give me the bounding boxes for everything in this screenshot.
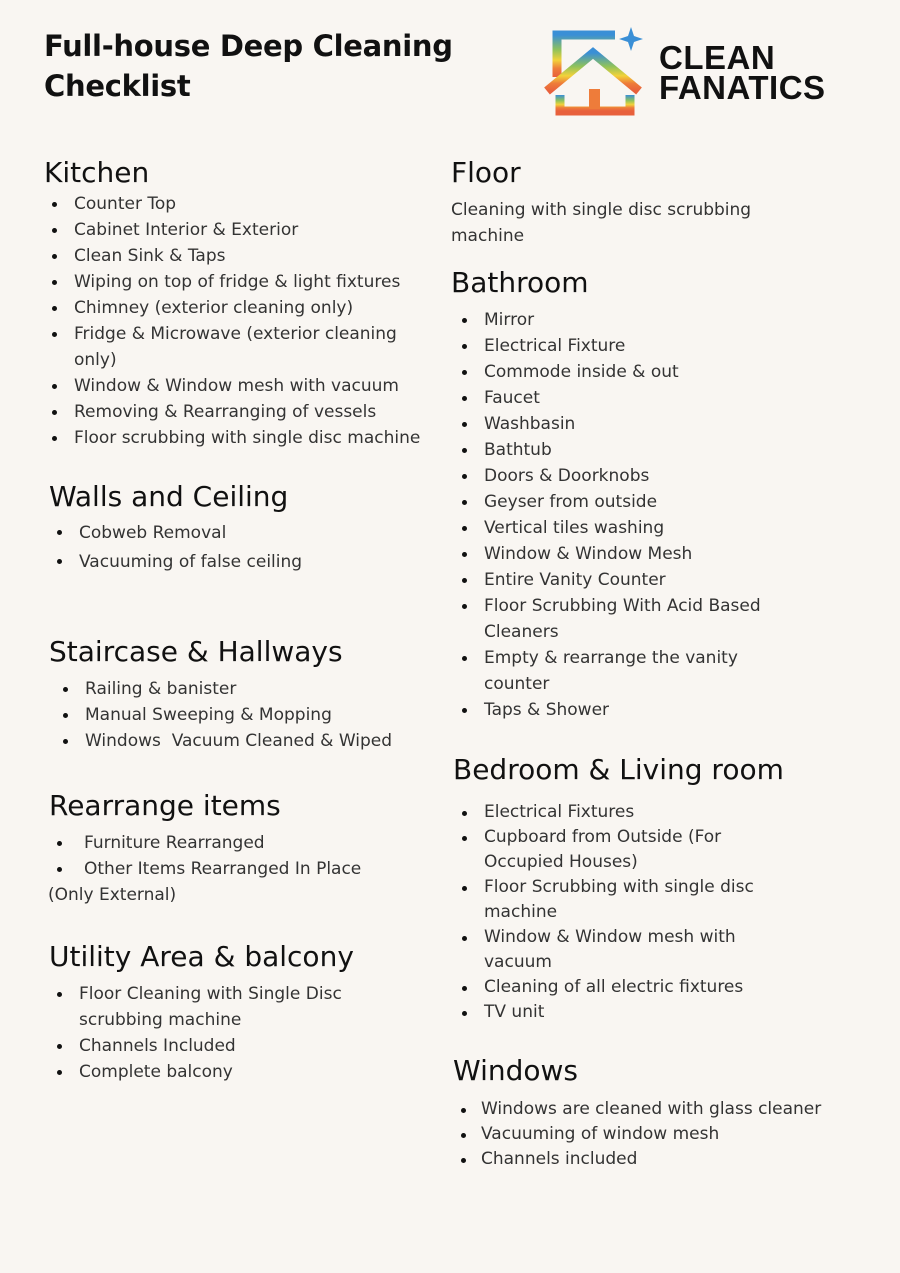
list-item: Floor Cleaning with Single Disc scrubbing machine [49,981,349,1033]
list-item: Bathtub [454,437,781,463]
list-item: TV unit [454,1000,813,1025]
list-item: Doors & Doorknobs [454,463,781,489]
list-item: Washbasin [454,411,781,437]
section-heading: Staircase & Hallways [49,635,343,668]
list-item: Vacuuming of window mesh [453,1122,833,1147]
title-line-2: Checklist [44,69,191,103]
checklist [49,519,429,577]
section-kitchen [44,155,434,451]
list-item: Removing & Rearranging of vessels [44,399,434,425]
list-item: Electrical Fixtures [454,800,813,825]
title-line-1: Full-house Deep Cleaning [44,29,453,63]
list-item: Channels Included [49,1033,369,1059]
list-item: Geyser from outside [454,489,781,515]
brand-name: CLEAN FANATICS [659,39,826,106]
list-item: Floor Scrubbing With Acid Based Cleaners [454,593,784,645]
checklist [49,981,369,1085]
section-rearrange-items [49,788,429,908]
section-heading: Rearrange items [49,789,281,822]
section-floor [451,155,761,249]
checklist [453,1097,833,1172]
list-item: Mirror [454,307,781,333]
list-item: Chimney (exterior cleaning only) [44,295,434,321]
list-item: Window & Window mesh with vacuum [454,925,774,975]
section-heading: Bathroom [451,266,589,299]
section-heading: Walls and Ceiling [49,480,289,513]
section-heading: Floor [451,156,521,189]
list-item: Wiping on top of fridge & light fixtures [44,269,434,295]
section-heading: Windows [453,1054,578,1087]
list-item: Empty & rearrange the vanity counter [454,645,754,697]
list-item: Entire Vanity Counter [454,567,781,593]
list-item: Cleaning of all electric fixtures [454,975,813,1000]
section-bedroom-living-room [453,752,813,1025]
list-item: Manual Sweeping & Mopping [55,702,429,728]
list-item: Window & Window Mesh [454,541,781,567]
list-item: Windows are cleaned with glass cleaner [453,1097,833,1122]
checklist [454,307,781,723]
list-item: Floor Scrubbing with single disc machine [454,875,784,925]
section-bathroom [451,265,781,723]
section-windows [453,1053,833,1172]
list-item: Commode inside & out [454,359,781,385]
section-heading: Kitchen [44,156,150,189]
house-sparkle-icon [543,27,648,117]
list-item: Complete balcony [49,1059,369,1085]
list-item: Counter Top [44,191,434,217]
list-item: Clean Sink & Taps [44,243,434,269]
note-text: (Only External) [48,885,177,905]
checklist [454,800,813,1025]
list-item: Furniture Rearranged [49,830,429,856]
list-item: Floor scrubbing with single disc machine [44,425,434,451]
list-item: Windows Vacuum Cleaned & Wiped [55,728,429,754]
list-item: Channels included [453,1147,833,1172]
section-walls-ceiling [49,479,429,577]
list-item: Other Items Rearranged In Place [49,856,429,882]
checklist [44,191,434,451]
list-item: Cupboard from Outside (For Occupied Houses) [454,825,754,875]
page-title [44,26,464,106]
list-item: Window & Window mesh with vacuum [44,373,434,399]
list-item: Cobweb Removal [49,519,429,548]
floor-description: Cleaning with single disc scrubbing machine [451,200,752,246]
section-heading: Utility Area & balcony [49,940,354,973]
section-heading: Bedroom & Living room [453,753,784,786]
list-item: Taps & Shower [454,697,781,723]
brand-logo [543,27,843,117]
list-item: Vertical tiles washing [454,515,781,541]
section-staircase-hallways [49,634,429,754]
list-item: Faucet [454,385,781,411]
list-item: Vacuuming of false ceiling [49,548,429,577]
list-item: Railing & banister [55,676,429,702]
checklist [49,830,429,882]
checklist [55,676,429,754]
list-item: Fridge & Microwave (exterior cleaning only) [44,321,404,373]
list-item: Cabinet Interior & Exterior [44,217,434,243]
list-item: Electrical Fixture [454,333,781,359]
section-utility-balcony [49,939,369,1085]
